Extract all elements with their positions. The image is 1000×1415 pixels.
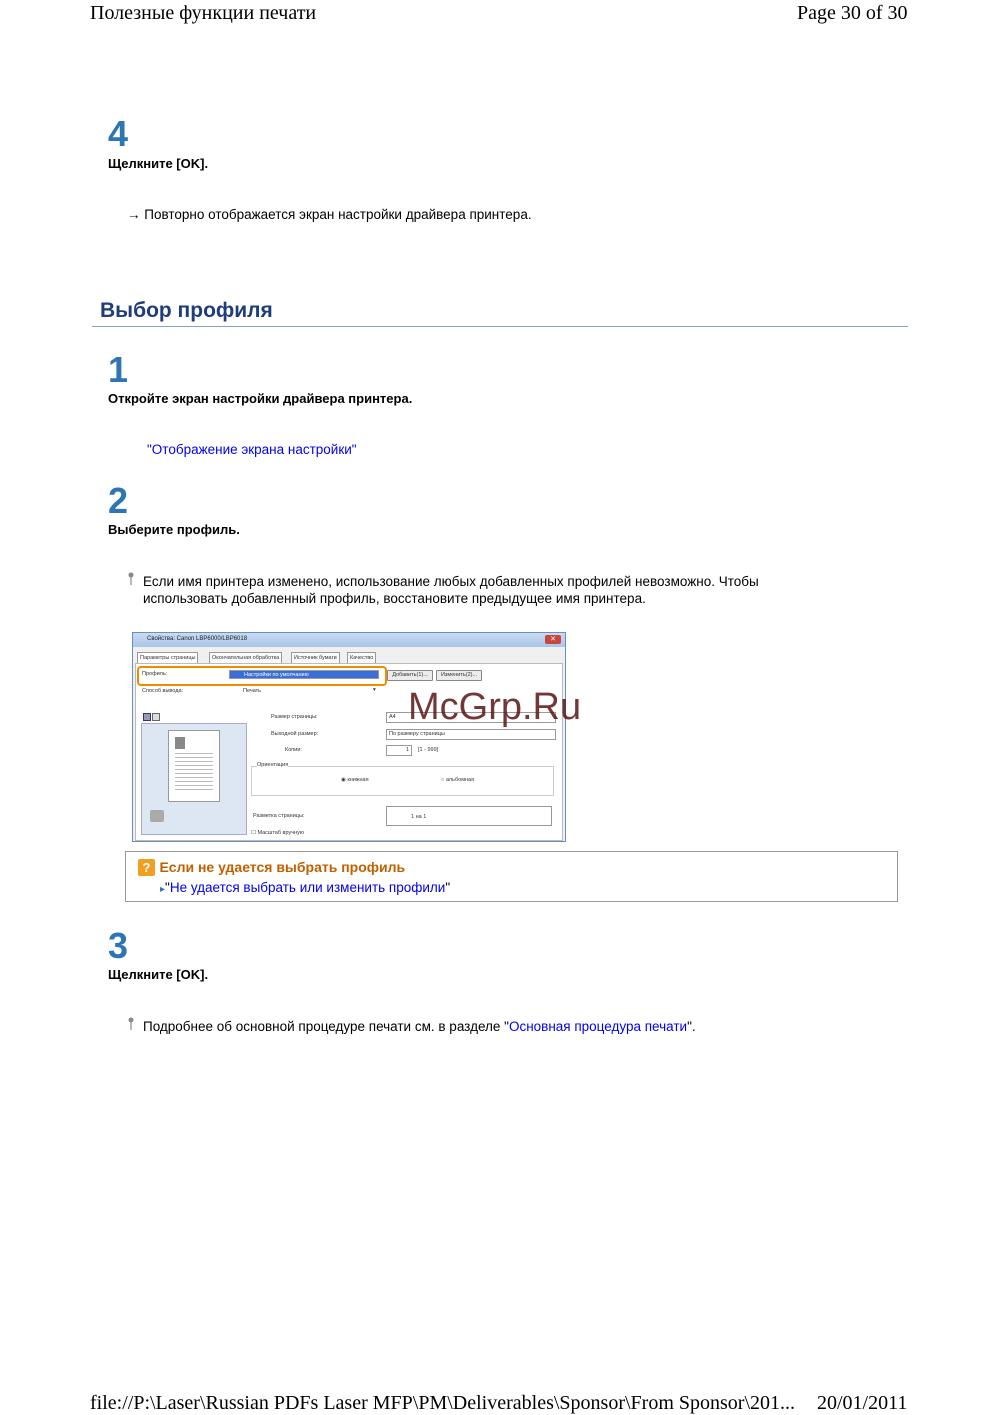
output-size-label: Выходной размер: bbox=[271, 731, 319, 737]
tab-finishing[interactable]: Окончательная обработка bbox=[209, 652, 282, 664]
question-icon: ? bbox=[138, 859, 155, 876]
window-title: Свойства: Canon LBP6000/LBP6018 bbox=[147, 636, 248, 642]
preview-mode-icon[interactable] bbox=[143, 713, 151, 721]
page-size-label: Размер страницы: bbox=[271, 714, 318, 720]
tip-title-row bbox=[138, 859, 405, 877]
output-size-select[interactable]: По размеру страницы bbox=[386, 729, 556, 740]
profile-select[interactable]: Настройки по умолчанию bbox=[229, 670, 379, 679]
pin-icon bbox=[127, 1017, 135, 1036]
landscape-radio[interactable]: ○ альбомная bbox=[441, 777, 475, 783]
close-icon[interactable]: ✕ bbox=[545, 635, 561, 644]
quote-open: " bbox=[165, 880, 170, 895]
chevron-down-icon[interactable]: ▾ bbox=[373, 687, 376, 693]
tab-paper-source[interactable]: Источник бумаги bbox=[291, 652, 340, 664]
footer-date: 20/01/2011 bbox=[817, 1392, 908, 1414]
portrait-radio[interactable]: ◉ книжная bbox=[341, 777, 369, 783]
page-preview-pane bbox=[141, 723, 247, 835]
step-title: Щелкните [OK]. bbox=[108, 156, 209, 171]
layout-label: Разметка страницы: bbox=[253, 813, 305, 819]
tab-page-setup[interactable]: Параметры страницы bbox=[137, 652, 198, 663]
step-title: Щелкните [OK]. bbox=[108, 967, 209, 982]
portrait-label: книжная bbox=[347, 777, 369, 783]
copies-range: [1 - 999] bbox=[418, 747, 439, 753]
section-divider bbox=[92, 326, 908, 327]
cannot-select-profile-link[interactable]: Не удается выбрать или изменить профили bbox=[169, 880, 446, 895]
add-profile-button[interactable]: Добавить(1)... bbox=[387, 670, 433, 681]
step-number: 1 bbox=[108, 349, 129, 390]
orientation-label: Ориентация bbox=[257, 762, 289, 768]
window-titlebar bbox=[133, 633, 565, 647]
step-number: 4 bbox=[108, 113, 129, 154]
result-text: Повторно отображается экран настройки драйвера принтера. bbox=[144, 207, 532, 222]
tip-link-row bbox=[160, 880, 450, 895]
footer-path: file://P:\Laser\Russian PDFs Laser MFP\PM\Deliverables\Sponsor\From Sponsor\201... bbox=[90, 1392, 796, 1414]
manual-scale-checkbox[interactable]: ☐ Масштаб вручную bbox=[251, 830, 304, 836]
settings-view-icon[interactable] bbox=[152, 713, 160, 721]
note-text-line2: использовать добавленный профиль, восстановите предыдущее имя принтера. bbox=[143, 591, 646, 606]
profile-label: Профиль: bbox=[142, 671, 168, 677]
edit-profile-button[interactable]: Изменить(2)... bbox=[436, 670, 482, 681]
step3-note bbox=[143, 1019, 696, 1034]
section-title: Выбор профиля bbox=[100, 299, 273, 322]
pin-icon bbox=[127, 572, 135, 591]
copies-label: Копии: bbox=[285, 747, 302, 753]
step-title: Выберите профиль. bbox=[108, 522, 240, 537]
watermark: McGrp.Ru bbox=[408, 686, 582, 728]
note-text-line1: Если имя принтера изменено, использование любых добавленных профилей невозможно. Чтобы bbox=[143, 574, 759, 589]
basic-print-procedure-link[interactable]: Основная процедура печати bbox=[508, 1019, 688, 1034]
tab-quality[interactable]: Качество bbox=[347, 652, 376, 664]
tip-box bbox=[125, 851, 898, 902]
driver-screenshot bbox=[132, 632, 566, 842]
step3-text-end: ". bbox=[687, 1019, 696, 1034]
page-number: Page 30 of 30 bbox=[797, 2, 908, 24]
manual-scale-label: Масштаб вручную bbox=[257, 830, 304, 836]
page-size-select[interactable]: A4 bbox=[386, 712, 556, 723]
output-label: Способ вывода: bbox=[142, 688, 184, 694]
printer-icon bbox=[150, 810, 164, 822]
tip-title: Если не удается выбрать профиль bbox=[159, 859, 406, 875]
landscape-label: альбомная bbox=[445, 777, 475, 783]
copies-stepper[interactable]: 1 bbox=[386, 745, 412, 756]
step-number: 3 bbox=[108, 925, 129, 966]
step-number: 2 bbox=[108, 480, 129, 521]
arrow-icon: → bbox=[127, 207, 141, 222]
step-result bbox=[127, 207, 532, 222]
step-title: Откройте экран настройки драйвера принтера. bbox=[108, 391, 413, 406]
output-value[interactable]: Печать bbox=[243, 688, 262, 694]
page-header-title: Полезные функции печати bbox=[90, 2, 317, 24]
page-preview bbox=[168, 730, 220, 802]
step3-text: Подробнее об основной процедуре печати см. в разделе " bbox=[143, 1019, 509, 1034]
link-arrow-icon: ▸ bbox=[160, 884, 166, 895]
settings-screen-link[interactable]: "Отображение экрана настройки" bbox=[147, 442, 357, 457]
quote-close: " bbox=[445, 880, 451, 895]
layout-select[interactable]: 1 на 1 bbox=[386, 806, 552, 826]
orientation-group bbox=[251, 766, 554, 796]
